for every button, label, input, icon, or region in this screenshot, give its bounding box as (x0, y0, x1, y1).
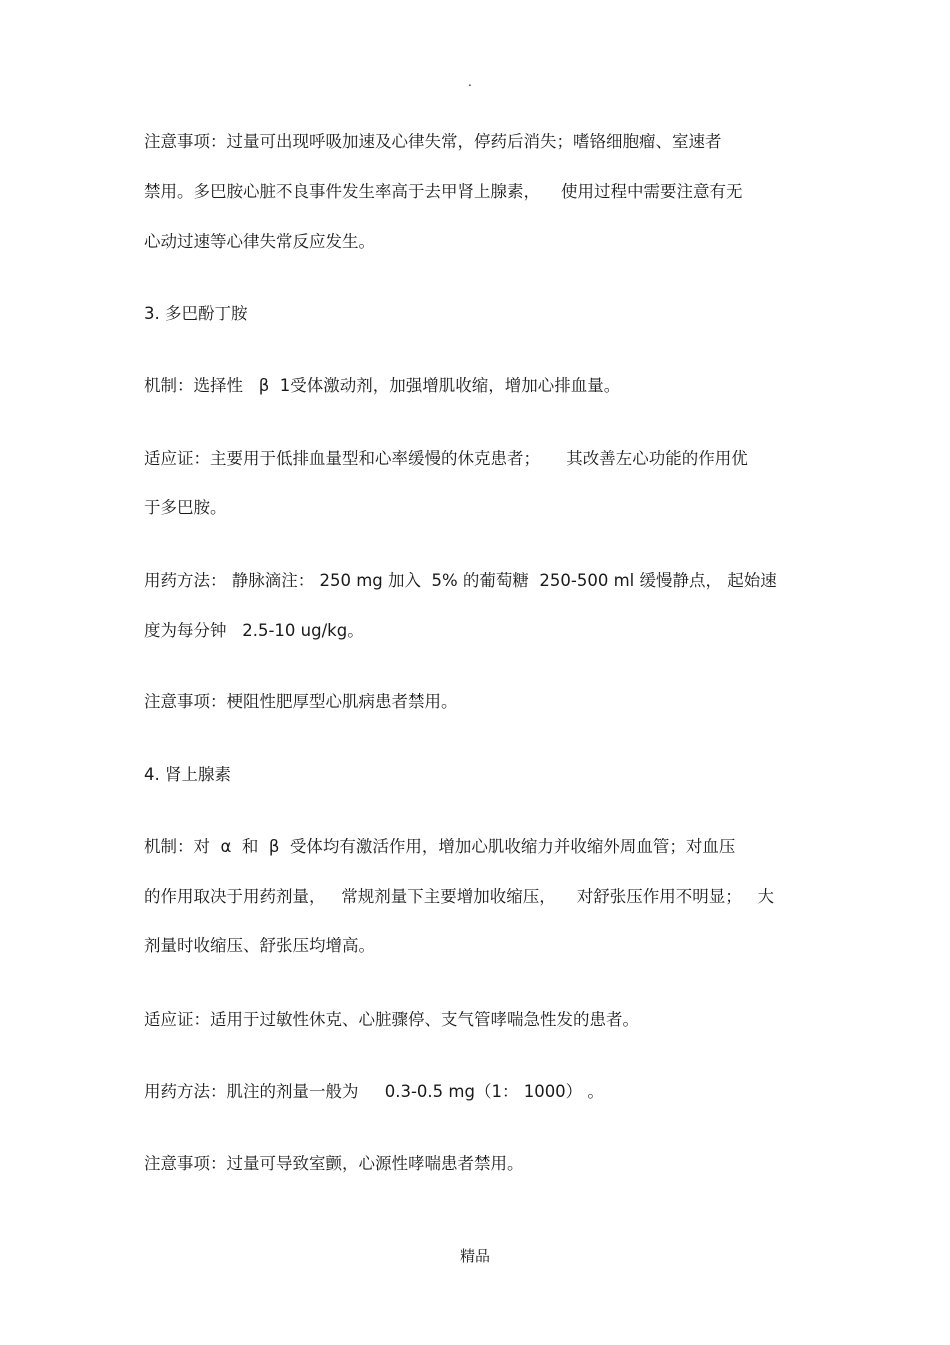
text-line: 注意事项：过量可出现呼吸加速及心律失常，停药后消失；嗜铬细胞瘤、室速者 (144, 132, 722, 151)
text-line: 于多巴胺。 (144, 498, 227, 517)
text-line: 适应证：适用于过敏性休克、心脏骤停、支气管哮喘急性发的患者。 (144, 1010, 639, 1029)
section-heading: 4. 肾上腺素 (144, 765, 231, 784)
text-line: 的作用取决于用药剂量， 常规剂量下主要增加收缩压， 对舒张压作用不明显； 大 (144, 887, 774, 906)
text-line: 度为每分钟 2.5-10 ug/kg。 (144, 621, 364, 640)
section-heading: 3. 多巴酚丁胺 (144, 304, 248, 323)
text-line: 用药方法： 静脉滴注： 250 mg 加入 5% 的葡萄糖 250-500 ml 缓慢静点， 起始速 (144, 571, 777, 590)
text-line: 适应证：主要用于低排血量型和心率缓慢的休克患者； 其改善左心功能的作用优 (144, 449, 748, 468)
text-line: 机制：对 α 和 β 受体均有激活作用，增加心肌收缩力并收缩外周血管；对血压 (144, 837, 736, 856)
text-line: 注意事项：过量可导致室颤，心源性哮喘患者禁用。 (144, 1154, 524, 1173)
page-footer: 精品 (459, 1247, 490, 1265)
text-line: 禁用。多巴胺心脏不良事件发生率高于去甲肾上腺素， 使用过程中需要注意有无 (144, 182, 743, 201)
text-line: 机制：选择性 β 1受体激动剂，加强增肌收缩，增加心排血量。 (144, 376, 621, 395)
text-line: 剂量时收缩压、舒张压均增高。 (144, 936, 375, 955)
text-line: 用药方法：肌注的剂量一般为 0.3-0.5 mg（1： 1000） 。 (144, 1082, 604, 1101)
text-line: 注意事项：梗阻性肥厚型心肌病患者禁用。 (144, 692, 458, 711)
header-mark: . (468, 75, 472, 89)
text-line: 心动过速等心律失常反应发生。 (144, 232, 375, 251)
